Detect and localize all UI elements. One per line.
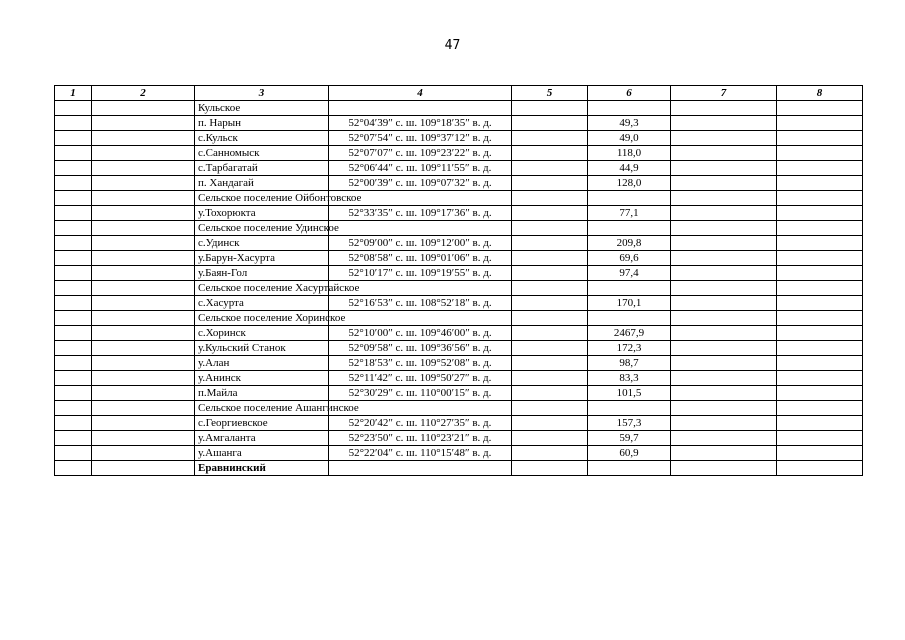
empty-cell xyxy=(55,236,92,251)
empty-cell xyxy=(671,161,777,176)
empty-cell xyxy=(512,356,588,371)
value-cell xyxy=(588,101,671,116)
empty-cell xyxy=(671,206,777,221)
coordinates-cell: 52°07′54″ с. ш. 109°37′12″ в. д. xyxy=(329,131,512,146)
empty-cell xyxy=(55,146,92,161)
coordinates-cell xyxy=(329,461,512,476)
settlement-name: с.Георгиевское xyxy=(195,416,329,431)
coordinates-cell: 52°20′42″ с. ш. 110°27′35″ в. д. xyxy=(329,416,512,431)
empty-cell xyxy=(92,431,195,446)
settlement-name: у.Алан xyxy=(195,356,329,371)
coordinates-cell: 52°18′53″ с. ш. 109°52′08″ в. д. xyxy=(329,356,512,371)
empty-cell xyxy=(92,371,195,386)
settlement-name: у.Кульский Станок xyxy=(195,341,329,356)
empty-cell xyxy=(92,446,195,461)
table-row xyxy=(55,341,863,356)
empty-cell xyxy=(671,176,777,191)
empty-cell xyxy=(55,416,92,431)
value-cell xyxy=(588,191,671,206)
value-cell: 77,1 xyxy=(588,206,671,221)
coordinates-cell xyxy=(329,311,512,326)
empty-cell xyxy=(92,416,195,431)
table-row xyxy=(55,446,863,461)
table-row xyxy=(55,221,863,236)
table-row xyxy=(55,311,863,326)
empty-cell xyxy=(55,401,92,416)
empty-cell xyxy=(777,431,863,446)
coordinates-cell: 52°11′42″ с. ш. 109°50′27″ в. д. xyxy=(329,371,512,386)
table-row xyxy=(55,236,863,251)
empty-cell xyxy=(671,191,777,206)
settlement-name: с.Кульск xyxy=(195,131,329,146)
empty-cell xyxy=(777,266,863,281)
empty-cell xyxy=(777,161,863,176)
empty-cell xyxy=(512,386,588,401)
empty-cell xyxy=(671,416,777,431)
column-header: 8 xyxy=(777,86,863,101)
table-row xyxy=(55,191,863,206)
empty-cell xyxy=(55,386,92,401)
empty-cell xyxy=(777,371,863,386)
empty-cell xyxy=(512,281,588,296)
value-cell: 170,1 xyxy=(588,296,671,311)
empty-cell xyxy=(777,296,863,311)
settlement-name: Сельское поселение Удинское xyxy=(195,221,329,236)
coordinates-cell: 52°04′39″ с. ш. 109°18′35″ в. д. xyxy=(329,116,512,131)
settlement-name: Сельское поселение Ойбонтовское xyxy=(195,191,329,206)
value-cell: 60,9 xyxy=(588,446,671,461)
empty-cell xyxy=(92,236,195,251)
empty-cell xyxy=(92,311,195,326)
empty-cell xyxy=(671,311,777,326)
empty-cell xyxy=(92,266,195,281)
coordinates-cell: 52°23′50″ с. ш. 110°23′21″ в. д. xyxy=(329,431,512,446)
empty-cell xyxy=(777,176,863,191)
settlement-name: с.Удинск xyxy=(195,236,329,251)
settlement-name: Кульское xyxy=(195,101,329,116)
table-row xyxy=(55,401,863,416)
empty-cell xyxy=(92,131,195,146)
settlement-name: с.Хасурта xyxy=(195,296,329,311)
empty-cell xyxy=(55,191,92,206)
settlement-name: с.Санномыск xyxy=(195,146,329,161)
empty-cell xyxy=(777,281,863,296)
empty-cell xyxy=(671,281,777,296)
empty-cell xyxy=(55,176,92,191)
value-cell xyxy=(588,281,671,296)
settlement-name: Сельское поселение Хоринское xyxy=(195,311,329,326)
value-cell xyxy=(588,461,671,476)
empty-cell xyxy=(512,296,588,311)
value-cell: 97,4 xyxy=(588,266,671,281)
empty-cell xyxy=(92,251,195,266)
empty-cell xyxy=(92,221,195,236)
table-row xyxy=(55,326,863,341)
empty-cell xyxy=(777,146,863,161)
table-row xyxy=(55,266,863,281)
coordinates-cell xyxy=(329,101,512,116)
value-cell xyxy=(588,311,671,326)
empty-cell xyxy=(671,101,777,116)
empty-cell xyxy=(92,176,195,191)
empty-cell xyxy=(55,131,92,146)
column-header: 5 xyxy=(512,86,588,101)
value-cell: 69,6 xyxy=(588,251,671,266)
empty-cell xyxy=(671,296,777,311)
empty-cell xyxy=(55,251,92,266)
empty-cell xyxy=(777,326,863,341)
column-header: 7 xyxy=(671,86,777,101)
empty-cell xyxy=(777,221,863,236)
empty-cell xyxy=(777,116,863,131)
empty-cell xyxy=(55,326,92,341)
empty-cell xyxy=(671,221,777,236)
empty-cell xyxy=(512,176,588,191)
empty-cell xyxy=(55,356,92,371)
empty-cell xyxy=(512,326,588,341)
coordinates-cell: 52°07′07″ с. ш. 109°23′22″ в. д. xyxy=(329,146,512,161)
settlement-name: с.Тарбагатай xyxy=(195,161,329,176)
value-cell: 118,0 xyxy=(588,146,671,161)
empty-cell xyxy=(92,116,195,131)
empty-cell xyxy=(55,341,92,356)
table-row xyxy=(55,101,863,116)
value-cell: 44,9 xyxy=(588,161,671,176)
table-row xyxy=(55,116,863,131)
empty-cell xyxy=(55,296,92,311)
coordinates-cell: 52°22′04″ с. ш. 110°15′48″ в. д. xyxy=(329,446,512,461)
table-row xyxy=(55,176,863,191)
empty-cell xyxy=(55,446,92,461)
coordinates-cell: 52°10′17″ с. ш. 109°19′55″ в. д. xyxy=(329,266,512,281)
value-cell xyxy=(588,221,671,236)
empty-cell xyxy=(777,416,863,431)
table-row xyxy=(55,251,863,266)
table-row xyxy=(55,296,863,311)
empty-cell xyxy=(92,296,195,311)
empty-cell xyxy=(92,206,195,221)
coordinates-cell: 52°00′39″ с. ш. 109°07′32″ в. д. xyxy=(329,176,512,191)
empty-cell xyxy=(671,446,777,461)
empty-cell xyxy=(512,101,588,116)
empty-cell xyxy=(512,206,588,221)
empty-cell xyxy=(777,131,863,146)
table-row xyxy=(55,161,863,176)
coordinates-cell: 52°09′58″ с. ш. 109°36′56″ в. д. xyxy=(329,341,512,356)
coordinates-cell: 52°09′00″ с. ш. 109°12′00″ в. д. xyxy=(329,236,512,251)
empty-cell xyxy=(55,161,92,176)
coordinates-cell: 52°06′44″ с. ш. 109°11′55″ в. д. xyxy=(329,161,512,176)
value-cell: 157,3 xyxy=(588,416,671,431)
empty-cell xyxy=(55,311,92,326)
empty-cell xyxy=(777,311,863,326)
empty-cell xyxy=(55,221,92,236)
empty-cell xyxy=(55,206,92,221)
value-cell: 49,0 xyxy=(588,131,671,146)
empty-cell xyxy=(55,461,92,476)
empty-cell xyxy=(512,251,588,266)
coordinates-cell: 52°30′29″ с. ш. 110°00′15″ в. д. xyxy=(329,386,512,401)
empty-cell xyxy=(671,461,777,476)
column-header: 1 xyxy=(55,86,92,101)
settlement-name: Сельское поселение Хасуртайское xyxy=(195,281,329,296)
settlement-name: Еравнинский xyxy=(195,461,329,476)
settlement-name: у.Барун-Хасурта xyxy=(195,251,329,266)
empty-cell xyxy=(671,146,777,161)
value-cell: 2467,9 xyxy=(588,326,671,341)
table-row xyxy=(55,386,863,401)
value-cell: 101,5 xyxy=(588,386,671,401)
settlement-name: у.Тохорюкта xyxy=(195,206,329,221)
empty-cell xyxy=(777,401,863,416)
table-row xyxy=(55,431,863,446)
column-header: 6 xyxy=(588,86,671,101)
value-cell: 59,7 xyxy=(588,431,671,446)
empty-cell xyxy=(92,191,195,206)
settlement-name: с.Хоринск xyxy=(195,326,329,341)
empty-cell xyxy=(671,266,777,281)
table-row xyxy=(55,461,863,476)
settlement-name: Сельское поселение Ашангинское xyxy=(195,401,329,416)
empty-cell xyxy=(671,356,777,371)
coordinates-cell: 52°08′58″ с. ш. 109°01′06″ в. д. xyxy=(329,251,512,266)
empty-cell xyxy=(55,371,92,386)
column-header: 3 xyxy=(195,86,329,101)
empty-cell xyxy=(92,341,195,356)
empty-cell xyxy=(512,131,588,146)
empty-cell xyxy=(512,446,588,461)
empty-cell xyxy=(777,236,863,251)
empty-cell xyxy=(55,101,92,116)
empty-cell xyxy=(777,191,863,206)
empty-cell xyxy=(512,371,588,386)
value-cell: 209,8 xyxy=(588,236,671,251)
value-cell: 172,3 xyxy=(588,341,671,356)
column-header: 2 xyxy=(92,86,195,101)
empty-cell xyxy=(777,356,863,371)
empty-cell xyxy=(92,401,195,416)
value-cell: 83,3 xyxy=(588,371,671,386)
empty-cell xyxy=(512,461,588,476)
empty-cell xyxy=(777,446,863,461)
empty-cell xyxy=(512,341,588,356)
empty-cell xyxy=(512,116,588,131)
empty-cell xyxy=(92,461,195,476)
empty-cell xyxy=(55,431,92,446)
empty-cell xyxy=(512,221,588,236)
settlements-table xyxy=(54,85,863,476)
empty-cell xyxy=(671,386,777,401)
settlement-name: п.Майла xyxy=(195,386,329,401)
table-row xyxy=(55,371,863,386)
empty-cell xyxy=(512,311,588,326)
settlement-name: п. Нарын xyxy=(195,116,329,131)
empty-cell xyxy=(777,386,863,401)
empty-cell xyxy=(512,431,588,446)
empty-cell xyxy=(55,266,92,281)
empty-cell xyxy=(671,116,777,131)
empty-cell xyxy=(92,326,195,341)
empty-cell xyxy=(671,131,777,146)
empty-cell xyxy=(671,251,777,266)
header-row xyxy=(55,86,863,101)
empty-cell xyxy=(512,266,588,281)
empty-cell xyxy=(92,281,195,296)
table-row xyxy=(55,416,863,431)
coordinates-cell: 52°10′00″ с. ш. 109°46′00″ в. д. xyxy=(329,326,512,341)
value-cell: 128,0 xyxy=(588,176,671,191)
empty-cell xyxy=(777,251,863,266)
empty-cell xyxy=(512,161,588,176)
empty-cell xyxy=(671,236,777,251)
empty-cell xyxy=(777,101,863,116)
settlement-name: у.Ашанга xyxy=(195,446,329,461)
column-header: 4 xyxy=(329,86,512,101)
empty-cell xyxy=(671,401,777,416)
empty-cell xyxy=(512,191,588,206)
value-cell xyxy=(588,401,671,416)
empty-cell xyxy=(55,116,92,131)
coordinates-cell xyxy=(329,221,512,236)
coordinates-cell: 52°16′53″ с. ш. 108°52′18″ в. д. xyxy=(329,296,512,311)
settlement-name: у.Амгаланта xyxy=(195,431,329,446)
empty-cell xyxy=(512,401,588,416)
empty-cell xyxy=(777,206,863,221)
table-row xyxy=(55,281,863,296)
table-body xyxy=(55,101,863,476)
value-cell: 98,7 xyxy=(588,356,671,371)
settlement-name: у.Баян-Гол xyxy=(195,266,329,281)
empty-cell xyxy=(671,326,777,341)
empty-cell xyxy=(92,386,195,401)
coordinates-cell: 52°33′35″ с. ш. 109°17′36″ в. д. xyxy=(329,206,512,221)
settlement-name: у.Анинск xyxy=(195,371,329,386)
empty-cell xyxy=(92,161,195,176)
empty-cell xyxy=(671,341,777,356)
empty-cell xyxy=(92,146,195,161)
value-cell: 49,3 xyxy=(588,116,671,131)
empty-cell xyxy=(777,461,863,476)
empty-cell xyxy=(512,236,588,251)
table-row xyxy=(55,356,863,371)
empty-cell xyxy=(671,431,777,446)
empty-cell xyxy=(92,101,195,116)
empty-cell xyxy=(671,371,777,386)
page-number: 47 xyxy=(444,38,461,53)
empty-cell xyxy=(55,281,92,296)
empty-cell xyxy=(92,356,195,371)
empty-cell xyxy=(512,146,588,161)
empty-cell xyxy=(512,416,588,431)
table-row xyxy=(55,206,863,221)
empty-cell xyxy=(777,341,863,356)
table-row xyxy=(55,131,863,146)
settlement-name: п. Хандагай xyxy=(195,176,329,191)
table-row xyxy=(55,146,863,161)
